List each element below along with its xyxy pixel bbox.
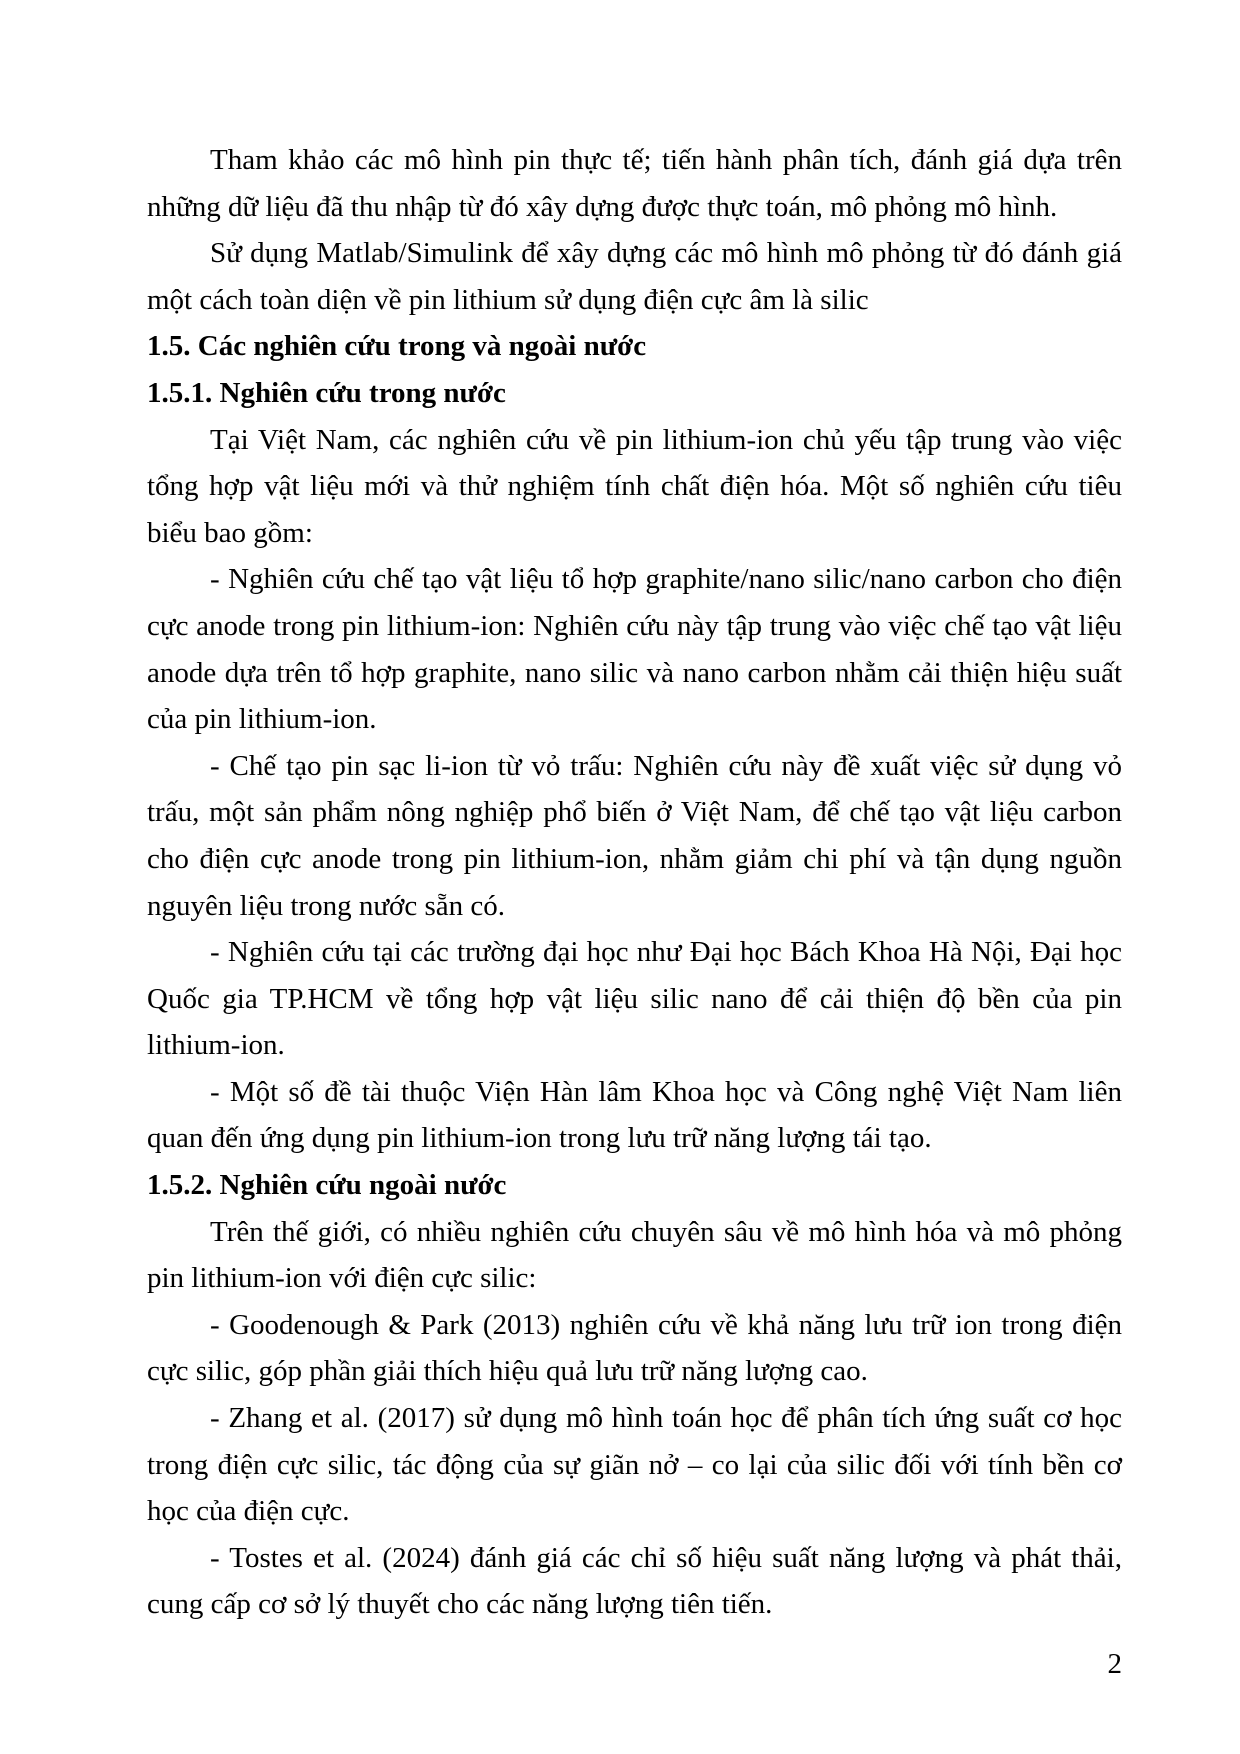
- paragraph: Tham khảo các mô hình pin thực tế; tiến hành phân tích, đánh giá dựa trên những dữ liệu đã thu nhập từ đó xây dựng được thực toán, mô phỏng mô hình.: [147, 144, 1122, 223]
- paragraph: Trên thế giới, có nhiều nghiên cứu chuyên sâu về mô hình hóa và mô phỏng pin lithium-ion với điện cực silic:: [147, 1215, 1122, 1295]
- list-paragraph: - Nghiên cứu tại các trường đại học như Đại học Bách Khoa Hà Nội, Đại học Quốc gia TP.HCM về tổng hợp vật liệu silic nano để cải thiện độ bền của pin lithium-ion.: [147, 936, 1122, 1062]
- document-body: [147, 137, 1122, 1628]
- list-paragraph: - Goodenough & Park (2013) nghiên cứu về khả năng lưu trữ ion trong điện cực silic, góp phần giải thích hiệu quả lưu trữ năng lượng cao.: [147, 1308, 1122, 1388]
- list-paragraph: - Zhang et al. (2017) sử dụng mô hình toán học để phân tích ứng suất cơ học trong điện cực silic, tác động của sự giãn nở – co lại của silic đối với tính bền cơ học của điện cực.: [147, 1402, 1122, 1528]
- list-paragraph: - Một số đề tài thuộc Viện Hàn lâm Khoa học và Công nghệ Việt Nam liên quan đến ứng dụng pin lithium-ion trong lưu trữ năng lượng tái tạo.: [147, 1075, 1122, 1155]
- section-heading-1-5: 1.5. Các nghiên cứu trong và ngoài nước: [147, 330, 647, 363]
- list-paragraph: - Chế tạo pin sạc li-ion từ vỏ trấu: Nghiên cứu này đề xuất việc sử dụng vỏ trấu, một sản phẩm nông nghiệp phổ biến ở Việt Nam, để chế tạo vật liệu carbon cho điện cực anode trong pin lithium-ion, nhằm giảm chi phí và tận dụng nguồn nguyên liệu trong nước sẵn có.: [147, 749, 1122, 922]
- paragraph: Sử dụng Matlab/Simulink để xây dựng các mô hình mô phỏng từ đó đánh giá một cách toàn diện về pin lithium sử dụng điện cực âm là silic: [147, 237, 1122, 316]
- list-paragraph: - Tostes et al. (2024) đánh giá các chỉ số hiệu suất năng lượng và phát thải, cung cấp cơ sở lý thuyết cho các năng lượng tiên tiến.: [147, 1541, 1122, 1621]
- section-heading-1-5-1: 1.5.1. Nghiên cứu trong nước: [147, 376, 506, 409]
- section-heading-1-5-2: 1.5.2. Nghiên cứu ngoài nước: [147, 1169, 507, 1202]
- page-number: 2: [1107, 1648, 1122, 1680]
- list-paragraph: - Nghiên cứu chế tạo vật liệu tổ hợp graphite/nano silic/nano carbon cho điện cực anode trong pin lithium-ion: Nghiên cứu này tập trung vào việc chế tạo vật liệu anode dựa trên tổ hợp graphite, nano silic và nano carbon nhằm cải thiện hiệu suất của pin lithium-ion.: [147, 563, 1122, 736]
- paragraph: Tại Việt Nam, các nghiên cứu về pin lithium-ion chủ yếu tập trung vào việc tổng hợp vật liệu mới và thử nghiệm tính chất điện hóa. Một số nghiên cứu tiêu biểu bao gồm:: [147, 423, 1122, 549]
